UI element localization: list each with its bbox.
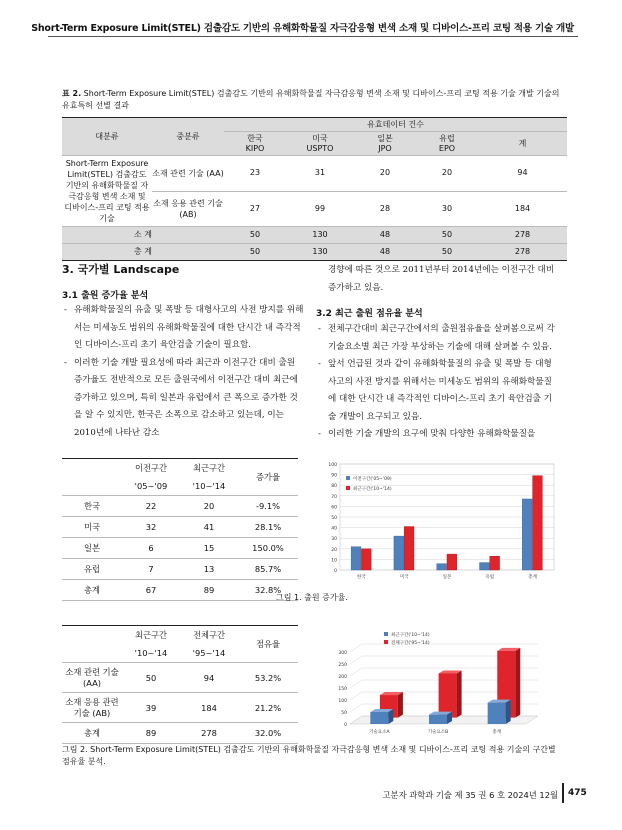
y-tick-label: 100 xyxy=(338,699,347,704)
y-tick-label: 100 xyxy=(328,463,337,468)
section-title: 3. 국가별 Landscape xyxy=(62,263,180,276)
cell: 94 xyxy=(180,663,238,693)
cell: 94 xyxy=(478,156,567,192)
cell: 50 xyxy=(224,244,286,261)
legend-swatch xyxy=(346,486,350,490)
cell: 48 xyxy=(354,244,416,261)
y-tick-label: 40 xyxy=(331,526,337,532)
cell: 39 xyxy=(122,693,180,723)
cell: 130 xyxy=(286,244,354,261)
h-all-range: '95~'14 xyxy=(180,644,238,663)
col-major-header: 대분류 xyxy=(62,118,152,156)
total-label: 총 계 xyxy=(62,244,224,261)
share-table xyxy=(62,625,298,744)
journal-footer: 고분자 과학과 기술 제 35 권 6 호 2024년 12월 xyxy=(382,790,558,800)
cell: 30 xyxy=(416,191,478,227)
col-uspto-header: 미국 USPTO xyxy=(286,132,354,156)
h-recent-range: '10~'14 xyxy=(122,644,180,663)
y-tick-label: 0 xyxy=(344,723,347,728)
cell: 28 xyxy=(354,191,416,227)
h-recent-range: '10~'14 xyxy=(180,477,238,496)
bar-recent xyxy=(488,703,506,724)
middle-cell: 소재 응용 관련 기술 (AB) xyxy=(152,191,224,227)
cell: 20 xyxy=(180,496,238,517)
row-name: 총계 xyxy=(62,723,122,744)
cell: 20 xyxy=(416,156,478,192)
col-middle-header: 중분류 xyxy=(152,118,224,156)
col-jpo-header: 일본 JPO xyxy=(354,132,416,156)
cell: 184 xyxy=(478,191,567,227)
y-tick-label: 200 xyxy=(338,675,347,680)
legend-label: 최근구간('10~'14) xyxy=(391,633,430,638)
table2-caption-text: Short-Term Exposure Limit(STEL) 검출감도 기반의 유해화학물질 자극감응형 변색 소재 및 디바이스-프리 코팅 적용 기술 개발 기술의 유효특허 선별 결과 xyxy=(62,89,560,110)
col-group-header: 유효데이터 건수 xyxy=(224,118,567,132)
cell: 50 xyxy=(416,244,478,261)
cell: 50 xyxy=(416,227,478,244)
cell: 67 xyxy=(122,580,180,601)
col-total-header: 계 xyxy=(478,132,567,156)
bar-prev xyxy=(480,563,490,570)
cell: 13 xyxy=(180,559,238,580)
s31-body xyxy=(62,302,306,442)
cell: 99 xyxy=(286,191,354,227)
h-share: 점유율 xyxy=(238,626,298,663)
cell: 21.2% xyxy=(238,693,298,723)
cell: 15 xyxy=(180,538,238,559)
gridline xyxy=(350,644,362,652)
y-tick-label: 70 xyxy=(331,494,337,500)
growth-bar-chart xyxy=(310,458,560,586)
paragraph: - 이러한 기술 개발의 요구에 맞춰 다양한 유해화학물질을 xyxy=(316,426,560,444)
y-tick-label: 50 xyxy=(341,711,347,716)
gridline xyxy=(350,656,362,664)
gridline xyxy=(350,692,362,700)
bar-recent xyxy=(404,527,414,570)
subtotal-label: 소 계 xyxy=(62,227,224,244)
x-tick-label: 기술요소B xyxy=(427,730,449,735)
y-tick-label: 150 xyxy=(338,687,347,692)
cell: -9.1% xyxy=(238,496,298,517)
right-column-body xyxy=(316,262,560,444)
bar-prev xyxy=(522,499,532,570)
cell: 31 xyxy=(286,156,354,192)
header-rule xyxy=(48,36,578,37)
bar-all-side xyxy=(457,670,462,717)
subsection-title: 3.2 최근 출원 점유율 분석 xyxy=(316,309,423,319)
x-tick-label: 미국 xyxy=(399,575,409,580)
x-tick-label: 일본 xyxy=(442,575,452,580)
cell: 89 xyxy=(180,580,238,601)
h-recent: 최근구간 xyxy=(134,630,168,640)
gridline xyxy=(350,680,362,688)
bar-recent xyxy=(361,549,371,570)
table2 xyxy=(62,117,567,261)
row-name: 소재 응용 관련 기술 (AB) xyxy=(62,693,122,723)
page-number: 475 xyxy=(568,788,587,798)
h-prev-range: '05~'09 xyxy=(122,477,180,496)
y-tick-label: 60 xyxy=(331,505,337,511)
y-tick-label: 300 xyxy=(338,651,347,656)
row-name: 소재 관련 기술 (AA) xyxy=(62,663,122,693)
share-3d-bar-chart xyxy=(326,628,558,738)
bar-recent xyxy=(429,715,447,724)
footer-divider xyxy=(562,783,564,803)
bar-all xyxy=(439,673,457,717)
legend-swatch xyxy=(346,476,350,480)
cell: 85.7% xyxy=(238,559,298,580)
bar-recent xyxy=(533,476,543,570)
row-name: 총계 xyxy=(62,580,122,601)
bar-prev xyxy=(437,564,447,570)
middle-cell: 소재 관련 기술 (AA) xyxy=(152,156,224,192)
cell: 89 xyxy=(122,723,180,744)
y-tick-label: 80 xyxy=(331,484,337,490)
paragraph: 경향에 따른 것으로 2011년부터 2014년에는 이전구간 대비 증가하고 있음. xyxy=(328,265,555,293)
x-tick-label: 총계 xyxy=(492,730,502,735)
y-tick-label: 10 xyxy=(331,558,337,564)
y-tick-label: 30 xyxy=(331,537,337,543)
table2-caption xyxy=(62,88,567,112)
y-tick-label: 90 xyxy=(331,473,337,479)
cell: 278 xyxy=(478,244,567,261)
cell: 150.0% xyxy=(238,538,298,559)
cell: 130 xyxy=(286,227,354,244)
cell: 50 xyxy=(224,227,286,244)
bar-recent xyxy=(490,556,500,570)
cell: 20 xyxy=(354,156,416,192)
row-name: 일본 xyxy=(62,538,122,559)
x-tick-label: 기술요소A xyxy=(369,730,390,735)
cell: 27 xyxy=(224,191,286,227)
x-tick-label: 한국 xyxy=(357,575,366,580)
cell: 32 xyxy=(122,517,180,538)
legend-label: 최근구간('10~'14) xyxy=(353,487,392,492)
bar-recent xyxy=(370,712,388,724)
cell: 278 xyxy=(478,227,567,244)
legend-swatch xyxy=(384,640,388,644)
h-recent: 최근구간 xyxy=(192,463,226,473)
bar-recent xyxy=(447,554,457,570)
cell: 23 xyxy=(224,156,286,192)
cell: 41 xyxy=(180,517,238,538)
cell: 6 xyxy=(122,538,180,559)
col-epo-header: 유럽 EPO xyxy=(416,132,478,156)
major-category-cell: Short-Term Exposure Limit(STEL) 검출감도 기반의 유해화학물질 자극감응형 변색 소재 및 디바이스-프리 코팅 적용 기술 xyxy=(62,156,152,227)
paragraph: - 이러한 기술 개발 필요성에 따라 최근과 이전구간 대비 출원 증가율도 전반적으로 모든 출원국에서 이전구간 대비 최근에 증가하고 있으며, 특히 일본과 유럽에서 큰 폭으로 증가한 것을 알 수 있지만, 한국은 소폭으로 감소하고 있는데, 이는 2010년에 나타난 감소 xyxy=(62,355,306,443)
x-tick-label: 총계 xyxy=(528,575,537,580)
fig1-caption: 그림 1. 출원 증가율. xyxy=(276,593,348,602)
cell: 184 xyxy=(180,693,238,723)
y-tick-label: 50 xyxy=(331,516,337,521)
x-tick-label: 유럽 xyxy=(485,575,495,580)
bar-all-side xyxy=(515,648,520,718)
cell: 7 xyxy=(122,559,180,580)
bar-prev xyxy=(351,547,361,570)
paragraph: - 앞서 언급된 것과 같이 유해화학물질의 유출 및 폭발 등 대형사고의 사전 방지를 위해서는 미세농도 범위의 유해화학물질에 대한 단시간 내 즉각적인 디바이스-프리 초기 육안검출 기술 개발이 요구되고 있음. xyxy=(316,356,560,426)
cell: 278 xyxy=(180,723,238,744)
h-prev: 이전구간 xyxy=(134,463,168,473)
legend-label: 이전구간('05~'09) xyxy=(353,477,392,482)
gridline xyxy=(350,668,362,676)
row-name: 한국 xyxy=(62,496,122,517)
fig2-caption: 그림 2. Short-Term Exposure Limit(STEL) 검출감도 기반의 유해화학물질 자극감응형 변색 소재 및 디바이스-프리 코팅 적용 기술의 구간별 점유율 분석. xyxy=(62,745,556,766)
running-header: Short-Term Exposure Limit(STEL) 검출감도 기반의 유해화학물질 자극감응형 변색 소재 및 디바이스-프리 코팅 적용 기술 개발 xyxy=(31,23,574,34)
bar-all-side xyxy=(398,692,403,718)
h-rate: 증가율 xyxy=(238,459,298,496)
col-kipo-header: 한국 KIPO xyxy=(224,132,286,156)
subsection-title: 3.1 출원 증가율 분석 xyxy=(62,291,149,301)
y-tick-label: 20 xyxy=(331,547,337,553)
cell: 48 xyxy=(354,227,416,244)
cell: 22 xyxy=(122,496,180,517)
cell: 28.1% xyxy=(238,517,298,538)
cell: 32.0% xyxy=(238,723,298,744)
cell: 50 xyxy=(122,663,180,693)
cell: 53.2% xyxy=(238,663,298,693)
y-tick-label: 250 xyxy=(338,663,347,668)
row-name: 미국 xyxy=(62,517,122,538)
bar-recent-side xyxy=(506,700,511,724)
legend-label: 전체구간('95~'14) xyxy=(391,641,430,646)
cell: 32.8% xyxy=(238,580,298,601)
paragraph: - 유해화학물질의 유출 및 폭발 등 대형사고의 사전 방지를 위해서는 미세농도 범위의 유해화학물질에 대한 단시간 내 즉각적인 디바이스-프리 초기 육안검출 기술이 필요함. xyxy=(62,302,306,355)
paragraph: - 전체구간대비 최근구간에서의 출원점유율을 살펴봄으로써 각 기술요소별 최근 가장 부상하는 기술에 대해 살펴볼 수 있음. xyxy=(316,321,560,356)
y-tick-label: 0 xyxy=(334,569,337,574)
bar-prev xyxy=(394,536,404,570)
growth-table xyxy=(62,458,298,601)
gridline xyxy=(350,704,362,712)
legend-swatch xyxy=(384,632,388,636)
h-all: 전체구간 xyxy=(192,630,226,640)
table2-label: 표 2. xyxy=(62,89,82,98)
row-name: 유럽 xyxy=(62,559,122,580)
